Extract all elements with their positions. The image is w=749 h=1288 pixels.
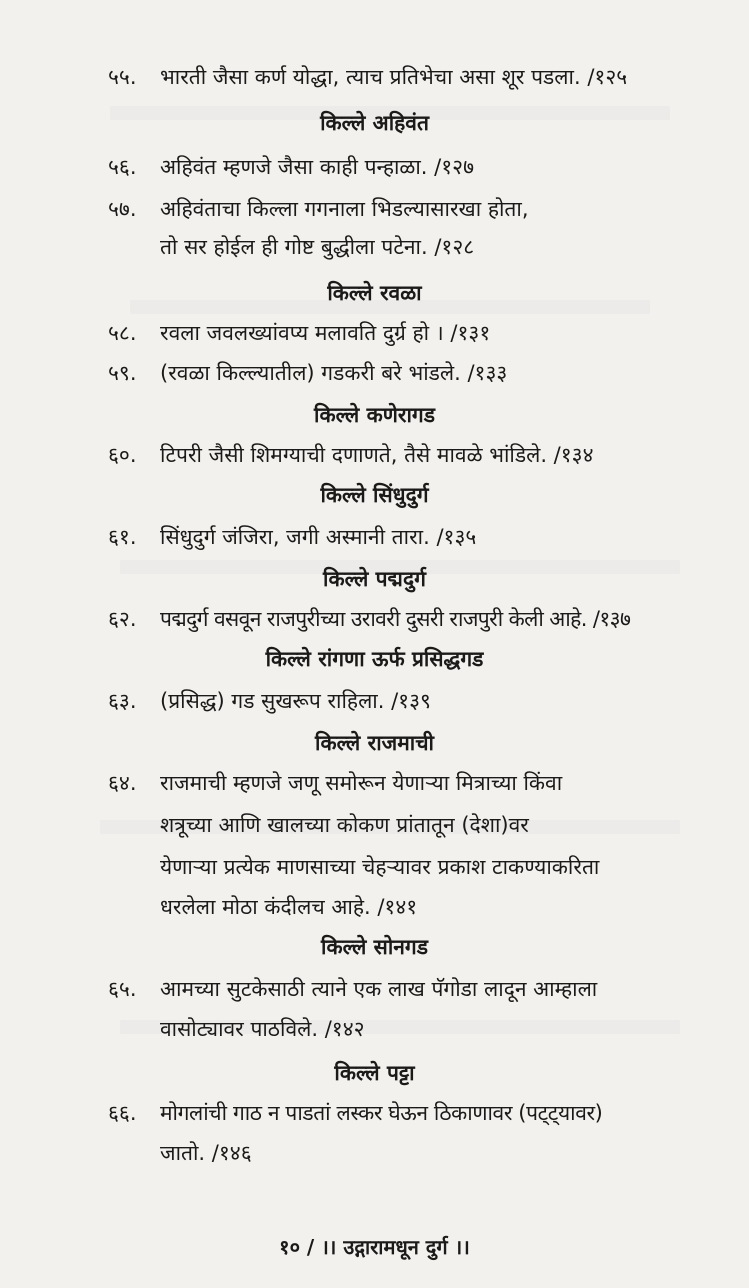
entry-text: भारती जैसा कर्ण योद्धा, त्याच प्रतिभेचा असा शूर पडला. /१२५: [160, 65, 628, 89]
page-footer: १० / ।। उद्गारामधून दुर्ग ।।: [279, 1235, 470, 1259]
entry-text: धरलेला मोठा कंदीलच आहे. /१४१: [160, 895, 418, 919]
entry-text: शत्रूच्या आणि खालच्या कोकण प्रांतातून (देशा)वर: [160, 813, 529, 837]
entry-text: अहिवंताचा किल्ला गगनाला भिडल्यासारखा होता,: [160, 197, 529, 221]
section-heading: किल्ले रवळा: [327, 281, 422, 305]
entry-number: ६२.: [108, 607, 137, 631]
entry-text: सिंधुदुर्ग जंजिरा, जगी अस्मानी तारा. /१३५: [160, 525, 477, 549]
entry-number: ६३.: [108, 689, 137, 713]
entry-number: ५५.: [108, 65, 137, 89]
entry-number: ५८.: [108, 321, 137, 345]
entry-number: ६५.: [108, 977, 137, 1001]
section-heading: किल्ले सोनगड: [321, 935, 428, 959]
entry-text: अहिवंत म्हणजे जैसा काही पन्हाळा. /१२७: [160, 155, 474, 179]
section-heading: किल्ले रांगणा ऊर्फ प्रसिद्धगड: [265, 647, 484, 671]
entry-text: जातो. /१४६: [160, 1141, 252, 1165]
entry-text: पद्मदुर्ग वसवून राजपुरीच्या उरावरी दुसरी राजपुरी केली आहे. /१३७: [160, 607, 631, 631]
entry-number: ६०.: [108, 443, 137, 467]
section-heading: किल्ले पट्टा: [334, 1061, 415, 1085]
entry-number: ५९.: [108, 361, 137, 385]
entry-text: (रवळा किल्ल्यातील) गडकरी बरे भांडले. /१३३: [160, 361, 508, 385]
entry-number: ६१.: [108, 525, 137, 549]
entry-text: मोगलांची गाठ न पाडतां लस्कर घेऊन ठिकाणावर (पट्ट्यावर): [160, 1101, 603, 1125]
entry-text: वासोट्यावर पाठविले. /१४२: [160, 1017, 365, 1041]
entry-text: (प्रसिद्ध) गड सुखरूप राहिला. /१३९: [160, 689, 431, 713]
entry-number: ६४.: [108, 771, 137, 795]
section-heading: किल्ले राजमाची: [315, 731, 434, 755]
section-heading: किल्ले सिंधुदुर्ग: [320, 483, 429, 507]
entry-text: रवला जवलख्यांवप्य मलावति दुर्ग्र हो । /१३१: [160, 321, 491, 345]
entry-text: आमच्या सुटकेसाठी त्याने एक लाख पॅगोडा लादून आम्हाला: [160, 977, 598, 1001]
entry-text: टिपरी जैसी शिमग्याची दणाणते, तैसे मावळे भांडिले. /१३४: [160, 443, 594, 467]
entry-text: राजमाची म्हणजे जणू समोरून येणाऱ्या मित्राच्या किंवा: [160, 771, 563, 795]
entry-text: तो सर होईल ही गोष्ट बुद्धीला पटेना. /१२८: [160, 235, 475, 259]
entry-number: ६६.: [108, 1101, 137, 1125]
section-heading: किल्ले अहिवंत: [320, 111, 429, 135]
entry-number: ५७.: [108, 197, 137, 221]
section-heading: किल्ले कणेरागड: [314, 403, 435, 427]
entry-number: ५६.: [108, 155, 137, 179]
section-heading: किल्ले पद्मदुर्ग: [323, 567, 426, 591]
entry-text: येणाऱ्या प्रत्येक माणसाच्या चेहऱ्यावर प्रकाश टाकण्याकरिता: [160, 855, 600, 879]
